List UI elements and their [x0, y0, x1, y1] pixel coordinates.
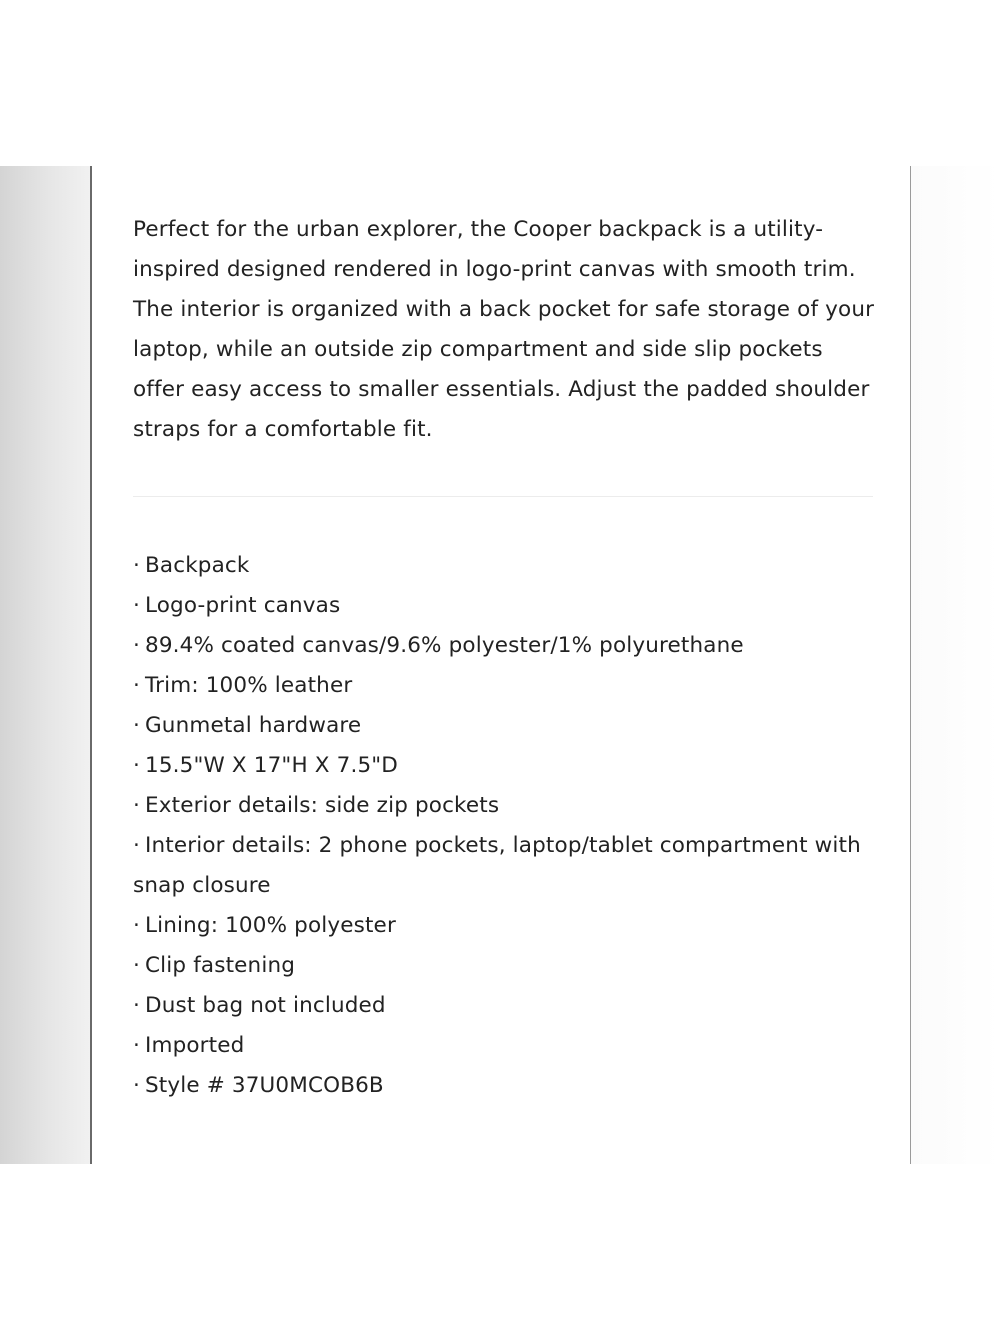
bullet-icon: ·	[133, 1033, 140, 1058]
bullet-icon: ·	[133, 953, 140, 978]
left-gutter	[0, 166, 90, 1164]
detail-text: 15.5"W X 17"H X 7.5"D	[145, 753, 399, 778]
list-item	[133, 666, 878, 706]
bullet-icon: ·	[133, 553, 140, 578]
detail-text: Trim: 100% leather	[145, 673, 353, 698]
bullet-icon: ·	[133, 993, 140, 1018]
list-item	[133, 546, 878, 586]
bullet-icon: ·	[133, 633, 140, 658]
detail-text: Gunmetal hardware	[145, 713, 362, 738]
product-details-panel	[90, 166, 911, 1164]
detail-text: Logo-print canvas	[145, 593, 341, 618]
detail-text: Clip fastening	[145, 953, 296, 978]
list-item	[133, 1066, 878, 1106]
bullet-icon: ·	[133, 593, 140, 618]
bullet-icon: ·	[133, 753, 140, 778]
list-item	[133, 906, 878, 946]
product-details-list	[133, 546, 878, 1106]
detail-text: 89.4% coated canvas/9.6% polyester/1% polyurethane	[145, 633, 744, 658]
detail-text: Interior details: 2 phone pockets, laptop/tablet compartment with snap closure	[133, 833, 861, 898]
bullet-icon: ·	[133, 833, 140, 858]
right-gutter	[911, 166, 1000, 1164]
detail-text: Backpack	[145, 553, 250, 578]
detail-text: Style # 37U0MCOB6B	[145, 1073, 384, 1098]
detail-text: Lining: 100% polyester	[145, 913, 396, 938]
list-item	[133, 826, 878, 906]
list-item	[133, 626, 878, 666]
detail-text: Imported	[145, 1033, 245, 1058]
list-item	[133, 1026, 878, 1066]
list-item	[133, 946, 878, 986]
bullet-icon: ·	[133, 713, 140, 738]
product-description: Perfect for the urban explorer, the Cooper backpack is a utility-inspired designed rendered in logo-print canvas with smooth trim. The interior is organized with a back pocket for safe storage of your laptop, while an outside zip compartment and side slip pockets offer easy access to smaller essentials. Adjust the padded shoulder straps for a comfortable fit.	[133, 217, 875, 442]
list-item	[133, 706, 878, 746]
section-divider	[133, 496, 873, 497]
list-item	[133, 986, 878, 1026]
detail-text: Exterior details: side zip pockets	[145, 793, 500, 818]
detail-text: Dust bag not included	[145, 993, 386, 1018]
list-item	[133, 746, 878, 786]
bullet-icon: ·	[133, 1073, 140, 1098]
list-item	[133, 786, 878, 826]
bullet-icon: ·	[133, 913, 140, 938]
list-item	[133, 586, 878, 626]
bullet-icon: ·	[133, 673, 140, 698]
bullet-icon: ·	[133, 793, 140, 818]
